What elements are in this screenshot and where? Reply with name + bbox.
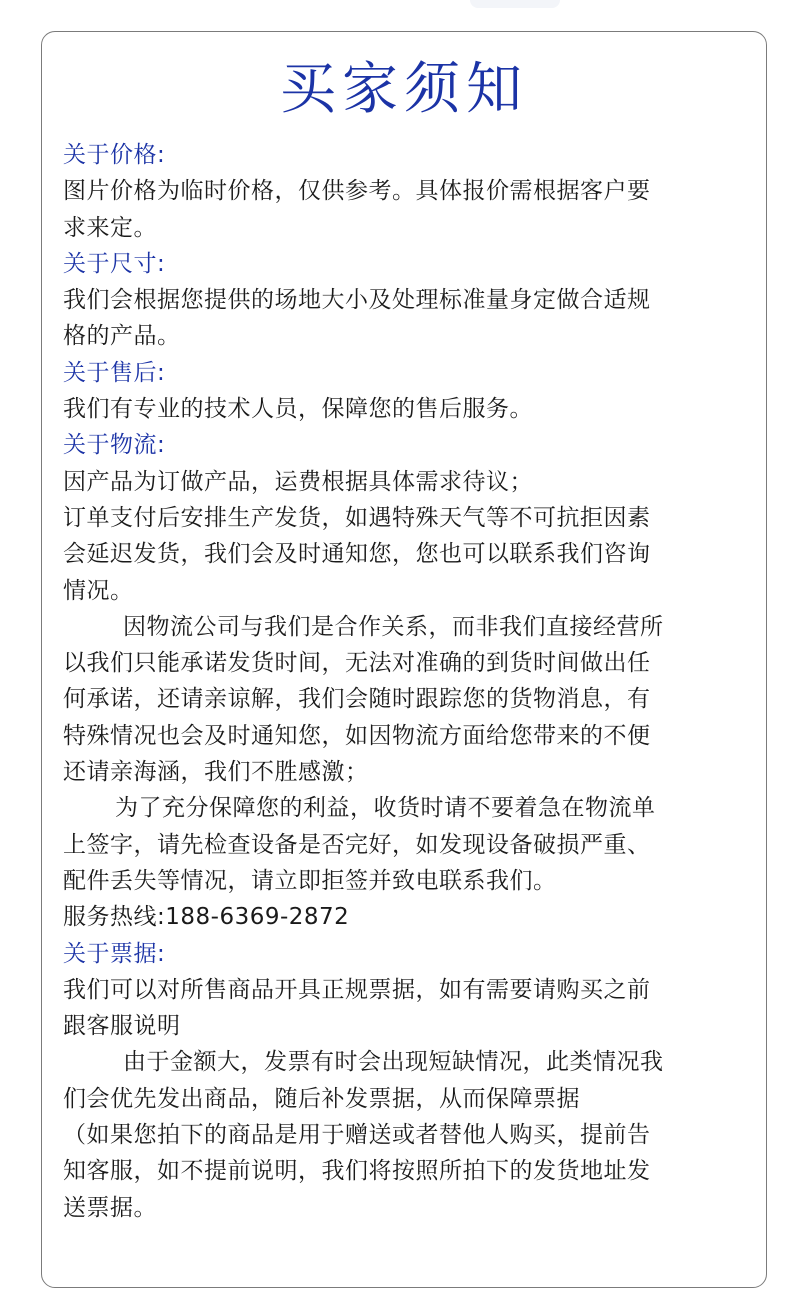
page-title: 买家须知 (280, 57, 528, 122)
price-text-line: 求来定。 (63, 214, 157, 241)
section-heading-invoice: 关于票据: (63, 940, 166, 967)
size-text-line: 我们会根据您提供的场地大小及处理标准量身定做合适规 (63, 287, 651, 314)
section-heading-logistics: 关于物流: (63, 432, 166, 459)
logistics-text-line: 会延迟发货，我们会及时通知您，您也可以联系我们咨询 (63, 541, 651, 568)
logistics-text-line: 情况。 (63, 577, 134, 604)
top-decoration (470, 0, 560, 8)
invoice-paragraph-line: 知客服，如不提前说明，我们将按照所拍下的发货地址发 (63, 1158, 651, 1185)
logistics-paragraph-line: 为了充分保障您的利益，收货时请不要着急在物流单 (115, 795, 656, 822)
logistics-paragraph-line: 配件丢失等情况，请立即拒签并致电联系我们。 (63, 867, 557, 894)
invoice-paragraph-line: （如果您拍下的商品是用于赠送或者替他人购买，提前告 (63, 1122, 651, 1149)
logistics-paragraph-line: 上签字，请先检查设备是否完好，如发现设备破损严重、 (63, 831, 651, 858)
invoice-text-line: 跟客服说明 (63, 1013, 181, 1040)
section-heading-after-sales: 关于售后: (63, 359, 166, 386)
invoice-paragraph-line: 送票据。 (63, 1194, 157, 1221)
logistics-paragraph-line: 以我们只能承诺发货时间，无法对准确的到货时间做出任 (63, 650, 651, 677)
invoice-paragraph-line: 们会优先发出商品，随后补发票据，从而保障票据 (63, 1085, 580, 1112)
invoice-text-line: 我们可以对所售商品开具正规票据，如有需要请购买之前 (63, 976, 651, 1003)
price-text-line: 图片价格为临时价格，仅供参考。具体报价需根据客户要 (63, 178, 651, 205)
invoice-paragraph-line: 由于金额大，发票有时会出现短缺情况，此类情况我 (123, 1049, 664, 1076)
logistics-text-line: 因产品为订做产品，运费根据具体需求待议； (63, 468, 533, 495)
service-hotline: 服务热线:188-6369-2872 (63, 904, 350, 931)
logistics-paragraph-line: 何承诺，还请亲谅解，我们会随时跟踪您的货物消息，有 (63, 686, 651, 713)
after-sales-text-line: 我们有专业的技术人员，保障您的售后服务。 (63, 396, 533, 423)
size-text-line: 格的产品。 (63, 323, 181, 350)
logistics-paragraph-line: 特殊情况也会及时通知您，如因物流方面给您带来的不便 (63, 722, 651, 749)
logistics-paragraph-line: 还请亲海涵，我们不胜感激； (63, 759, 369, 786)
logistics-paragraph-line: 因物流公司与我们是合作关系，而非我们直接经营所 (123, 613, 664, 640)
notice-content (63, 137, 743, 1226)
section-heading-size: 关于尺寸: (63, 250, 166, 277)
section-heading-price: 关于价格: (63, 142, 166, 168)
logistics-text-line: 订单支付后安排生产发货，如遇特殊天气等不可抗拒因素 (63, 504, 651, 531)
